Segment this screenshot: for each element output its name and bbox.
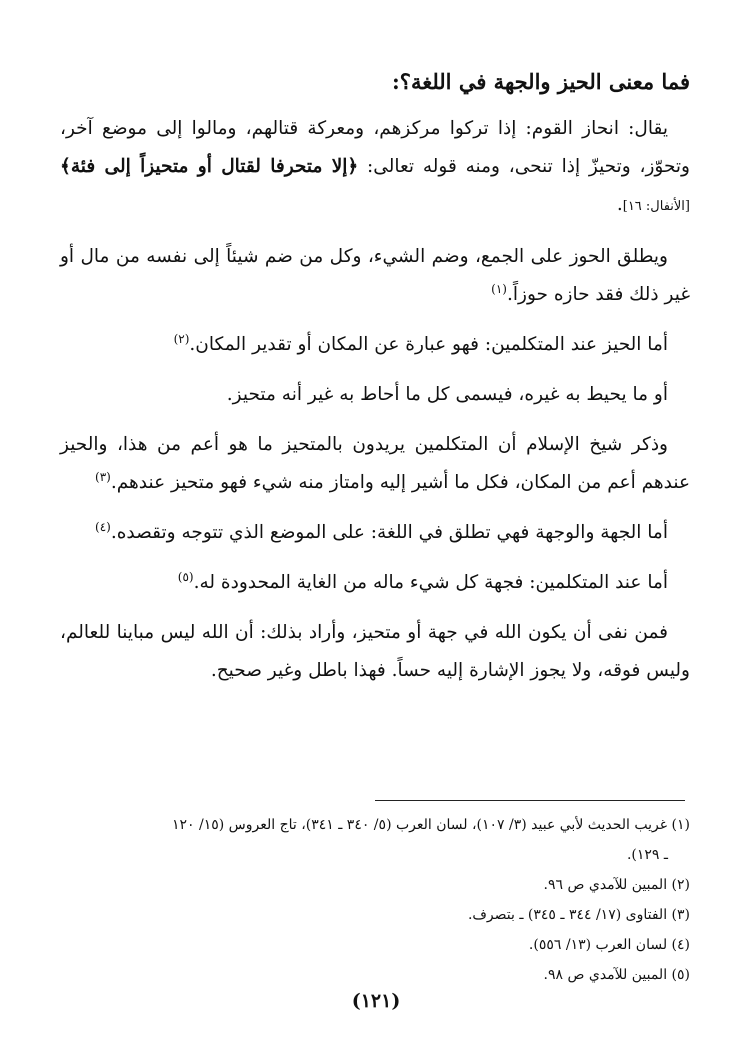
page-number: (١٢١)	[351, 990, 401, 1012]
paragraph-7	[60, 564, 690, 602]
footnotes	[60, 810, 690, 990]
paragraph-4	[60, 376, 690, 414]
paragraph-2-text: ويطلق الحوز على الجمع، وضم الشيء، وكل من ضم شيئاً إلى نفسه من مال أو غير ذلك فقد حازه حوزاً.	[60, 246, 690, 305]
footnote-mark-2: (٢)	[173, 331, 190, 346]
footnote-mark-1: (١)	[491, 281, 507, 296]
paragraph-1-end: .	[616, 194, 623, 215]
footnote-mark-4: (٤)	[95, 519, 111, 534]
footnote-3: (٣) الفتاوى (١٧/ ٣٤٤ ـ ٣٤٥) ـ بتصرف.	[467, 907, 690, 923]
paragraph-6	[60, 514, 690, 552]
paragraph-3-text: أما الحيز عند المتكلمين: فهو عبارة عن المكان أو تقدير المكان.	[189, 334, 668, 355]
main-text	[60, 62, 690, 702]
footnote-1-continuation: ـ ١٢٩).	[626, 847, 668, 863]
paragraph-6-text: أما الجهة والوجهة فهي تطلق في اللغة: على الموضع الذي تتوجه وتقصده.	[110, 522, 668, 543]
footnote-mark-3: (٣)	[95, 469, 111, 484]
footnote-1	[60, 810, 690, 870]
paragraph-5	[60, 426, 690, 502]
paragraph-7-text: أما عند المتكلمين: فجهة كل شيء ماله من الغاية المحدودة له.	[193, 572, 668, 593]
section-heading: فما معنى الحيز والجهة في اللغة؟:	[392, 69, 690, 94]
footnote-4: (٤) لسان العرب (١٣/ ٥٥٦).	[528, 937, 690, 953]
paragraph-3	[60, 326, 690, 364]
paragraph-5-text: وذكر شيخ الإسلام أن المتكلمين يريدون بالمتحيز ما هو أعم من هذا، والحيز عندهم أعم من المكان، فكل ما أشير إليه وامتاز منه شيء فهو متحيز عندهم.	[60, 434, 690, 493]
paragraph-8-text: فمن نفى أن يكون الله في جهة أو متحيز، وأراد بذلك: أن الله ليس مباينا للعالم، وليس فوقه، ولا يجوز الإشارة إليه حساً. فهذا باطل وغير صحيح.	[60, 622, 690, 681]
quran-reference: [الأنفال: ١٦]	[622, 199, 690, 214]
footnote-5: (٥) المبين للآمدي ص ٩٨.	[543, 967, 690, 983]
quran-quote: ﴿إلا متحرفا لقتال أو متحيزاً إلى فئة﴾	[60, 156, 359, 177]
footnote-1-text: (١) غريب الحديث لأبي عبيد (٣/ ١٠٧)، لسان العرب (٥/ ٣٤٠ ـ ٣٤١)، تاج العروس (١٥/ ١٢٠	[171, 817, 690, 833]
footnote-2: (٢) المبين للآمدي ص ٩٦.	[543, 877, 690, 893]
paragraph-4-text: أو ما يحيط به غيره، فيسمى كل ما أحاط به غير أنه متحيز.	[226, 384, 668, 405]
paragraph-2	[60, 238, 690, 314]
footnote-divider	[375, 800, 685, 801]
paragraph-1	[60, 110, 690, 226]
footnote-mark-5: (٥)	[177, 569, 194, 584]
paragraph-8	[60, 614, 690, 690]
paragraph-1-text: يقال: انحاز القوم: إذا تركوا مركزهم، ومعركة قتالهم، ومالوا إلى موضع آخر، وتحوّز، وتحيزّ إذا تنحى، ومنه قوله تعالى:	[60, 118, 690, 177]
